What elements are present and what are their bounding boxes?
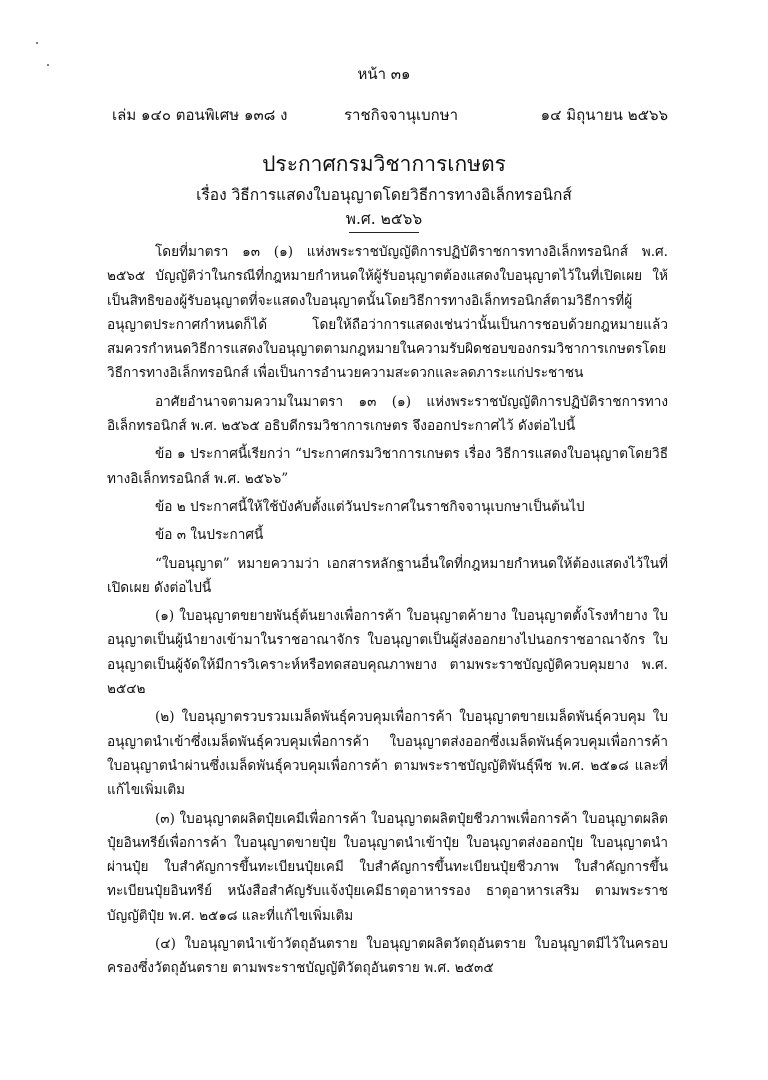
license-item-1: (๑) ใบอนุญาตขยายพันธุ์ต้นยางเพื่อการค้า ใบอนุญาตค้ายาง ใบอนุญาตตั้งโรงทำยาง ใบอนุญาตเป็นผู้นำยางเข้ามาในราชอาณาจักร ใบอนุญาตเป็นผู้ส่งออกยางไปนอกราชอาณาจักร ใบอนุญาตเป็นผู้จัดให้มีการวิเคราะห์หรือทดสอบคุณภาพยาง ตามพระราชบัญญัติควบคุมยาง พ.ศ. ๒๕๔๒ xyxy=(107,608,668,698)
clause-1: ข้อ ๑ ประกาศนี้เรียกว่า “ประกาศกรมวิชาการเกษตร เรื่อง วิธีการแสดงใบอนุญาตโดยวิธีทางอิเล็กทรอนิกส์ พ.ศ. ๒๕๖๖” xyxy=(107,446,668,487)
announcement-subject: เรื่อง วิธีการแสดงใบอนุญาตโดยวิธีการทางอิเล็กทรอนิกส์ xyxy=(196,186,572,204)
scan-speck xyxy=(36,42,38,44)
announcement-title: ประกาศกรมวิชาการเกษตร xyxy=(262,152,506,176)
title-divider xyxy=(349,232,419,233)
license-item-4: (๔) ใบอนุญาตนำเข้าวัตถุอันตราย ใบอนุญาตผลิตวัตถุอันตราย ใบอนุญาตมีไว้ในครอบครองซึ่งวัตถุอันตราย ตามพระราชบัญญัติวัตถุอันตราย พ.ศ. ๒๕๓๕ xyxy=(107,936,668,977)
announcement-body xyxy=(107,240,668,981)
issue-reference: เล่ม ๑๔๐ ตอนพิเศษ ๑๓๘ ง xyxy=(112,106,288,124)
clause-2: ข้อ ๒ ประกาศนี้ให้ใช้บังคับตั้งแต่วันประกาศในราชกิจจานุเบกษาเป็นต้นไป xyxy=(155,498,585,515)
scan-speck xyxy=(47,64,49,66)
definition-paragraph: “ใบอนุญาต” หมายความว่า เอกสารหลักฐานอื่นใดที่กฎหมายกำหนดให้ต้องแสดงไว้ในที่เปิดเผย ดังต่อไปนี้ xyxy=(107,555,668,596)
announcement-year: พ.ศ. ๒๕๖๖ xyxy=(345,210,423,228)
publication-date: ๑๔ มิถุนายน ๒๕๖๖ xyxy=(540,106,668,124)
page-number: หน้า ๓๑ xyxy=(357,65,411,83)
gazette-header xyxy=(112,103,668,125)
preamble-paragraph: โดยที่มาตรา ๑๓ (๑) แห่งพระราชบัญญัติการปฏิบัติราชการทางอิเล็กทรอนิกส์ พ.ศ. ๒๕๖๕ บัญญัติว่าในกรณีที่กฎหมายกำหนดให้ผู้รับอนุญาตต้องแสดงใบอนุญาตไว้ในที่เปิดเผย ให้เป็นสิทธิของผู้รับอนุญาตที่จะแสดงใบอนุญาตนั้นโดยวิธีการทางอิเล็กทรอนิกส์ตามวิธีการที่ผู้อนุญาตประกาศกำหนดก็ได้ โดยให้ถือว่าการแสดงเช่นว่านั้นเป็นการชอบด้วยกฎหมายแล้ว สมควรกำหนดวิธีการแสดงใบอนุญาตตามกฎหมายในความรับผิดชอบของกรมวิชาการเกษตรโดยวิธีการทางอิเล็กทรอนิกส์ เพื่อเป็นการอำนวยความสะดวกและลดภาระแก่ประชาชน xyxy=(107,244,668,382)
clause-3: ข้อ ๓ ในประกาศนี้ xyxy=(155,527,264,544)
license-item-2: (๒) ใบอนุญาตรวบรวมเมล็ดพันธุ์ควบคุมเพื่อการค้า ใบอนุญาตขายเมล็ดพันธุ์ควบคุม ใบอนุญาตนำเข้าซึ่งเมล็ดพันธุ์ควบคุมเพื่อการค้า ใบอนุญาตส่งออกซึ่งเมล็ดพันธุ์ควบคุมเพื่อการค้า ใบอนุญาตนำผ่านซึ่งเมล็ดพันธุ์ควบคุมเพื่อการค้า ตามพระราชบัญญัติพันธุ์พืช พ.ศ. ๒๕๑๘ และที่แก้ไขเพิ่มเติม xyxy=(107,709,668,799)
license-item-3: (๓) ใบอนุญาตผลิตปุ๋ยเคมีเพื่อการค้า ใบอนุญาตผลิตปุ๋ยชีวภาพเพื่อการค้า ใบอนุญาตผลิตปุ๋ยอินทรีย์เพื่อการค้า ใบอนุญาตขายปุ๋ย ใบอนุญาตนำเข้าปุ๋ย ใบอนุญาตส่งออกปุ๋ย ใบอนุญาตนำผ่านปุ๋ย ใบสำคัญการขึ้นทะเบียนปุ๋ยเคมี ใบสำคัญการขึ้นทะเบียนปุ๋ยชีวภาพ ใบสำคัญการขึ้นทะเบียนปุ๋ยอินทรีย์ หนังสือสำคัญรับแจ้งปุ๋ยเคมีธาตุอาหารรอง ธาตุอาหารเสริม ตามพระราชบัญญัติปุ๋ย พ.ศ. ๒๕๑๘ และที่แก้ไขเพิ่มเติม xyxy=(107,810,668,924)
gazette-name: ราชกิจจานุเบกษา xyxy=(344,106,459,124)
authority-paragraph: อาศัยอำนาจตามความในมาตรา ๑๓ (๑) แห่งพระราชบัญญัติการปฏิบัติราชการทางอิเล็กทรอนิกส์ พ.ศ. ๒๕๖๕ อธิบดีกรมวิชาการเกษตร จึงออกประกาศไว้ ดังต่อไปนี้ xyxy=(107,393,668,435)
